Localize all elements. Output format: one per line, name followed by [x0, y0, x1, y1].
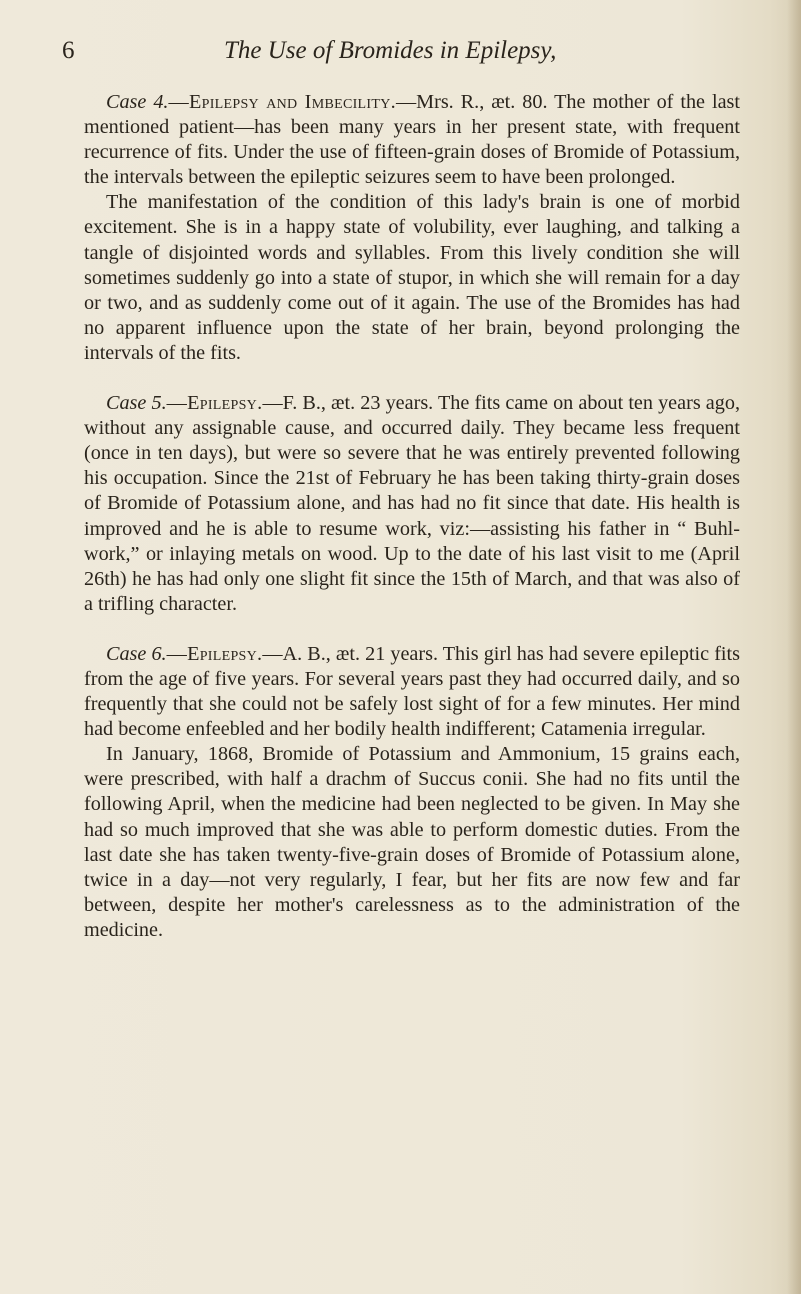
running-title: The Use of Bromides in Epilepsy,	[224, 37, 557, 64]
case-text: —F. B., æt. 23 years. The fits came on about ten years ago, without any assignable cause, and occurred daily. They became less frequent (once in ten days), but were so severe that he was entirely prevented following his occupation. Since the 21st of February he has been taking thirty-grain doses of Bromide of Potassium alone, and has had no fit since that date. His health is improved and he is able to resume work, viz:—assisting his father in “ Buhl-work,” or inlaying metals on wood. Up to the date of his last visit to me (April 26th) he has had only one slight fit since the 15th of March, and that was also of a trifling character.	[84, 392, 740, 615]
case-4-intro	[84, 90, 740, 190]
page-number: 6	[62, 37, 75, 64]
case-6-intro	[84, 642, 740, 742]
case-label: Case 6.	[106, 642, 167, 665]
case-heading: —Epilepsy and Imbecility.	[168, 91, 396, 113]
case-4-paragraph: The manifestation of the condition of this lady's brain is one of morbid excitement. She is in a happy state of volubility, ever laughing, and talking a tangle of disjointed words and syllables. From this lively condition she will sometimes suddenly go into a state of stupor, in which she will remain for a day or two, and as suddenly come out of it again. The use of the Bromides has had no apparent influence upon the state of her brain, beyond prolonging the intervals of the fits.	[84, 191, 740, 364]
case-6-paragraph: In January, 1868, Bromide of Potassium and Ammonium, 15 grains each, were prescribed, with half a drachm of Succus conii. She had no fits until the following April, when the medicine had been neglected to be given. In May she had so much improved that she was able to perform domestic duties. From the last date she has taken twenty-five-grain doses of Bromide of Potassium alone, twice in a day—not very regularly, I fear, but her fits are now few and far between, despite her mother's carelessness as to the administration of the medicine.	[84, 743, 740, 941]
page-header	[62, 36, 742, 66]
page-edge-shadow	[787, 0, 801, 1294]
case-label: Case 5.	[106, 392, 167, 415]
case-heading: —Epilepsy.	[166, 642, 263, 665]
case-label: Case 4.	[106, 91, 169, 113]
case-text: —A. B., æt. 21 years. This girl has had severe epileptic fits from the age of five years. For several years past they had occurred daily, and so frequently that she could not be safely lost sight of for a few minutes. Her mind had become enfeebled and her bodily health indifferent; Catamenia irregular.	[84, 642, 740, 741]
body-text	[84, 90, 740, 943]
case-text: —Mrs. R., æt. 80. The mother of the last mentioned patient—has been many years in her present state, with frequent recurrence of fits. Under the use of fifteen-grain doses of Bromide of Potassium, the intervals between the epileptic seizures seem to have been prolonged.	[84, 91, 740, 189]
case-5-intro	[84, 391, 740, 617]
case-heading: —Epilepsy.	[166, 392, 263, 415]
